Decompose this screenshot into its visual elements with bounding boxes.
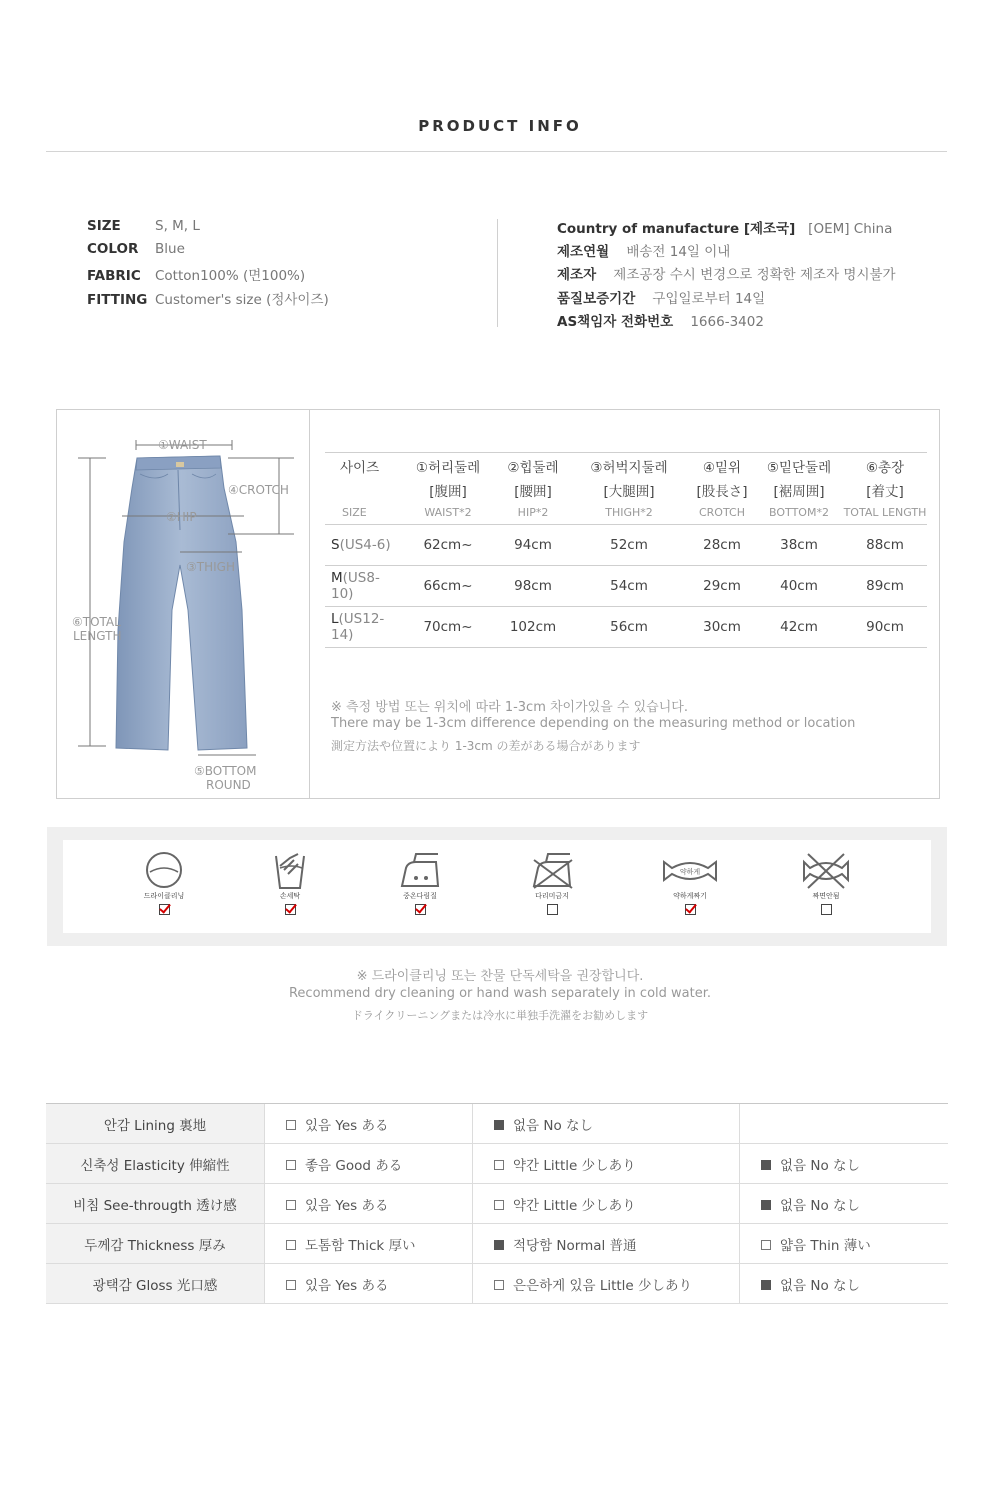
attr-option bbox=[265, 1144, 473, 1184]
col-header-en: THIGH*2 bbox=[569, 501, 689, 525]
care-item-no-wring bbox=[776, 850, 876, 915]
care-checkbox bbox=[285, 904, 296, 915]
option-checkbox bbox=[286, 1240, 296, 1250]
diagram-label-crotch: ④CROTCH bbox=[228, 483, 289, 497]
care-item-no-iron bbox=[502, 850, 602, 915]
col-header: ⑤밑단둘레 bbox=[755, 453, 843, 479]
option-text: 적당함 Normal 普通 bbox=[513, 1237, 637, 1254]
attr-label: 두께감 Thickness 厚み bbox=[46, 1224, 265, 1264]
care-note-jp: ドライクリーニングまたは冷水に単独手洗濯をお勧めします bbox=[351, 1009, 649, 1022]
size-name: L bbox=[331, 611, 339, 627]
care-item-dry-clean bbox=[114, 850, 214, 915]
table-cell: 66cm~ bbox=[399, 566, 497, 607]
diagram-label-thigh: ③THIGH bbox=[186, 560, 235, 574]
info-value: 제조공장 수시 변경으로 정확한 제조자 명시불가 bbox=[613, 267, 896, 283]
info-country bbox=[557, 217, 892, 237]
option-checkbox bbox=[286, 1280, 296, 1290]
care-item-hand-wash bbox=[240, 850, 340, 915]
size-name: S bbox=[331, 537, 340, 553]
col-header-jp: [腹囲] bbox=[429, 483, 467, 500]
info-value: S, M, L bbox=[155, 218, 200, 234]
pants-shape bbox=[116, 456, 247, 750]
table-row bbox=[325, 566, 927, 607]
care-label: 드라이클리닝 bbox=[143, 892, 185, 900]
info-divider bbox=[497, 219, 498, 327]
care-label: 약하게짜기 bbox=[673, 892, 707, 900]
size-header-en bbox=[325, 501, 927, 525]
page-title: PRODUCT INFO bbox=[418, 117, 582, 135]
table-cell: 62cm~ bbox=[399, 525, 497, 566]
diagram-label-hip: ②HIP bbox=[166, 510, 197, 524]
size-us: (US12-14) bbox=[331, 611, 385, 643]
size-chart-divider bbox=[309, 410, 310, 798]
info-key: SIZE bbox=[87, 218, 121, 234]
attr-row-thickness bbox=[46, 1224, 948, 1264]
table-cell: 70cm~ bbox=[399, 607, 497, 648]
attr-option bbox=[265, 1224, 473, 1264]
col-header: ①허리둘레 bbox=[399, 453, 497, 479]
attr-option bbox=[473, 1144, 740, 1184]
info-key: COLOR bbox=[87, 241, 139, 257]
info-key: 품질보증기간 bbox=[557, 291, 636, 307]
info-manufacture-date bbox=[557, 240, 730, 260]
info-value: 배송전 14일 이내 bbox=[626, 244, 731, 260]
info-key: 제조연월 bbox=[557, 244, 610, 260]
info-fitting bbox=[87, 288, 329, 308]
info-value: 구입일로부터 14일 bbox=[652, 291, 766, 307]
pants-diagram bbox=[60, 430, 305, 795]
option-text: 없음 No なし bbox=[780, 1277, 861, 1294]
option-text: 약간 Little 少しあり bbox=[513, 1157, 636, 1174]
care-checkbox bbox=[415, 904, 426, 915]
attr-label: 신축성 Elasticity 伸縮性 bbox=[46, 1144, 265, 1184]
info-as-phone bbox=[557, 310, 764, 330]
care-checkbox bbox=[159, 904, 170, 915]
iron-medium-icon bbox=[398, 850, 442, 892]
care-checkbox bbox=[685, 904, 696, 915]
attr-option bbox=[473, 1264, 740, 1304]
table-cell: 28cm bbox=[689, 525, 755, 566]
table-cell: 98cm bbox=[497, 566, 569, 607]
attr-option bbox=[740, 1144, 949, 1184]
table-cell: 52cm bbox=[569, 525, 689, 566]
attr-row-elasticity bbox=[46, 1144, 948, 1184]
option-checkbox bbox=[286, 1160, 296, 1170]
table-cell: 88cm bbox=[843, 525, 927, 566]
col-header: ④밑위 bbox=[689, 453, 755, 479]
dry-clean-icon bbox=[142, 850, 186, 892]
option-checkbox bbox=[286, 1120, 296, 1130]
size-note-jp: 測定方法や位置により 1-3cm の差がある場合があります bbox=[331, 739, 641, 753]
option-text: 있음 Yes ある bbox=[305, 1277, 389, 1294]
attr-option bbox=[265, 1104, 473, 1144]
option-text: 도톰함 Thick 厚い bbox=[305, 1237, 416, 1254]
option-text: 없음 No なし bbox=[780, 1157, 861, 1174]
col-header-jp: [腰囲] bbox=[514, 483, 552, 500]
attr-option bbox=[265, 1184, 473, 1224]
option-text: 없음 No なし bbox=[513, 1117, 594, 1134]
attr-option bbox=[473, 1184, 740, 1224]
col-header: ②힙둘레 bbox=[497, 453, 569, 479]
col-header: ③허벅지둘레 bbox=[569, 453, 689, 479]
option-text: 없음 No なし bbox=[780, 1197, 861, 1214]
info-key: Country of manufacture [제조국] bbox=[557, 221, 796, 237]
svg-text:약하게: 약하게 bbox=[679, 868, 701, 876]
col-header-jp bbox=[325, 479, 399, 501]
info-key: 제조자 bbox=[557, 267, 597, 283]
col-header-jp: [着丈] bbox=[866, 483, 904, 500]
care-label: 짜면안됨 bbox=[812, 892, 840, 900]
attr-row-gloss bbox=[46, 1264, 948, 1304]
option-checkbox bbox=[761, 1240, 771, 1250]
attr-label: 비침 See-througth 透け感 bbox=[46, 1184, 265, 1224]
col-header-jp: [裾周囲] bbox=[773, 483, 825, 500]
no-wring-icon bbox=[800, 850, 852, 892]
diagram-label-round: ROUND bbox=[206, 778, 251, 792]
option-text: 은은하게 있음 Little 少しあり bbox=[513, 1277, 693, 1294]
hand-wash-icon bbox=[268, 850, 312, 892]
col-header-en: BOTTOM*2 bbox=[755, 501, 843, 525]
col-header-en: WAIST*2 bbox=[399, 501, 497, 525]
info-value: 1666-3402 bbox=[690, 314, 764, 330]
option-checkbox bbox=[761, 1280, 771, 1290]
size-header-jp bbox=[325, 479, 927, 501]
attr-option bbox=[740, 1224, 949, 1264]
col-header-jp: [股長さ] bbox=[696, 483, 748, 500]
info-value: Blue bbox=[155, 241, 185, 257]
info-warranty bbox=[557, 287, 765, 307]
info-size bbox=[87, 218, 200, 234]
info-key: AS책임자 전화번호 bbox=[557, 314, 674, 330]
size-us: (US4-6) bbox=[339, 537, 391, 553]
attr-option-empty bbox=[740, 1104, 949, 1144]
table-cell: 102cm bbox=[497, 607, 569, 648]
info-value: [OEM] China bbox=[808, 221, 893, 237]
attr-option bbox=[740, 1184, 949, 1224]
care-item-wring-gently bbox=[640, 850, 740, 915]
info-value: Customer's size (정사이즈) bbox=[155, 292, 329, 308]
wring-gently-icon bbox=[660, 850, 720, 892]
diagram-label-waist: ①WAIST bbox=[158, 438, 207, 452]
option-text: 있음 Yes ある bbox=[305, 1197, 389, 1214]
table-cell: 94cm bbox=[497, 525, 569, 566]
table-cell: 54cm bbox=[569, 566, 689, 607]
info-manufacturer bbox=[557, 263, 896, 283]
no-iron-icon bbox=[530, 850, 574, 892]
info-value: Cotton100% (면100%) bbox=[155, 268, 306, 284]
diagram-label-bottom: ⑤BOTTOM bbox=[194, 764, 257, 778]
attr-option bbox=[265, 1264, 473, 1304]
attr-option bbox=[473, 1224, 740, 1264]
table-cell: 56cm bbox=[569, 607, 689, 648]
size-table bbox=[325, 452, 927, 648]
care-note-en: Recommend dry cleaning or hand wash separately in cold water. bbox=[288, 986, 711, 1001]
size-name: M bbox=[331, 570, 343, 586]
option-text: 약간 Little 少しあり bbox=[513, 1197, 636, 1214]
care-checkbox bbox=[821, 904, 832, 915]
option-text: 얇음 Thin 薄い bbox=[780, 1237, 871, 1254]
attr-label: 안감 Lining 裏地 bbox=[46, 1104, 265, 1144]
col-header-jp: [大腿囲] bbox=[603, 483, 655, 500]
table-cell: 29cm bbox=[689, 566, 755, 607]
table-cell: 42cm bbox=[755, 607, 843, 648]
option-text: 좋음 Good ある bbox=[305, 1157, 403, 1174]
table-cell: 40cm bbox=[755, 566, 843, 607]
option-checkbox bbox=[494, 1120, 504, 1130]
diagram-label-length: LENGTH bbox=[73, 629, 122, 643]
table-row bbox=[325, 607, 927, 648]
col-header-en: TOTAL LENGTH bbox=[843, 501, 927, 525]
table-cell: 90cm bbox=[843, 607, 927, 648]
option-checkbox bbox=[761, 1160, 771, 1170]
info-fabric bbox=[87, 264, 305, 284]
size-note-en: There may be 1-3cm difference depending on the measuring method or location bbox=[331, 716, 856, 731]
attr-option bbox=[740, 1264, 949, 1304]
diagram-label-total: ⑥TOTAL bbox=[72, 615, 121, 629]
attr-row-see-through bbox=[46, 1184, 948, 1224]
info-key: FITTING bbox=[87, 292, 148, 308]
fabric-attribute-table bbox=[46, 1103, 948, 1304]
attr-row-lining bbox=[46, 1104, 948, 1144]
table-cell: 30cm bbox=[689, 607, 755, 648]
option-checkbox bbox=[494, 1240, 504, 1250]
option-checkbox bbox=[494, 1160, 504, 1170]
table-cell: 89cm bbox=[843, 566, 927, 607]
size-us: (US8-10) bbox=[331, 570, 380, 602]
col-header: ⑥총장 bbox=[843, 453, 927, 479]
col-header-en: SIZE bbox=[325, 501, 399, 525]
table-cell: 38cm bbox=[755, 525, 843, 566]
info-key: FABRIC bbox=[87, 268, 141, 284]
col-header-en: CROTCH bbox=[689, 501, 755, 525]
care-label: 중온다림질 bbox=[403, 892, 437, 900]
option-checkbox bbox=[761, 1200, 771, 1210]
table-row bbox=[325, 525, 927, 566]
size-note-ko: ※ 측정 방법 또는 위치에 따라 1-3cm 차이가있을 수 있습니다. bbox=[331, 700, 688, 715]
option-checkbox bbox=[286, 1200, 296, 1210]
care-checkbox bbox=[547, 904, 558, 915]
attr-label: 광택감 Gloss 光口感 bbox=[46, 1264, 265, 1304]
info-color bbox=[87, 241, 185, 257]
care-note-ko: ※ 드라이클리닝 또는 찬물 단독세탁을 권장합니다. bbox=[356, 969, 644, 984]
col-header-en: HIP*2 bbox=[497, 501, 569, 525]
care-label: 다리미금지 bbox=[535, 892, 569, 900]
title-divider bbox=[46, 151, 947, 152]
care-item-iron-medium bbox=[370, 850, 470, 915]
size-header-ko bbox=[325, 453, 927, 479]
care-label: 손세탁 bbox=[279, 892, 301, 900]
option-checkbox bbox=[494, 1280, 504, 1290]
option-text: 있음 Yes ある bbox=[305, 1117, 389, 1134]
col-header: 사이즈 bbox=[325, 453, 399, 479]
option-checkbox bbox=[494, 1200, 504, 1210]
attr-option bbox=[473, 1104, 740, 1144]
